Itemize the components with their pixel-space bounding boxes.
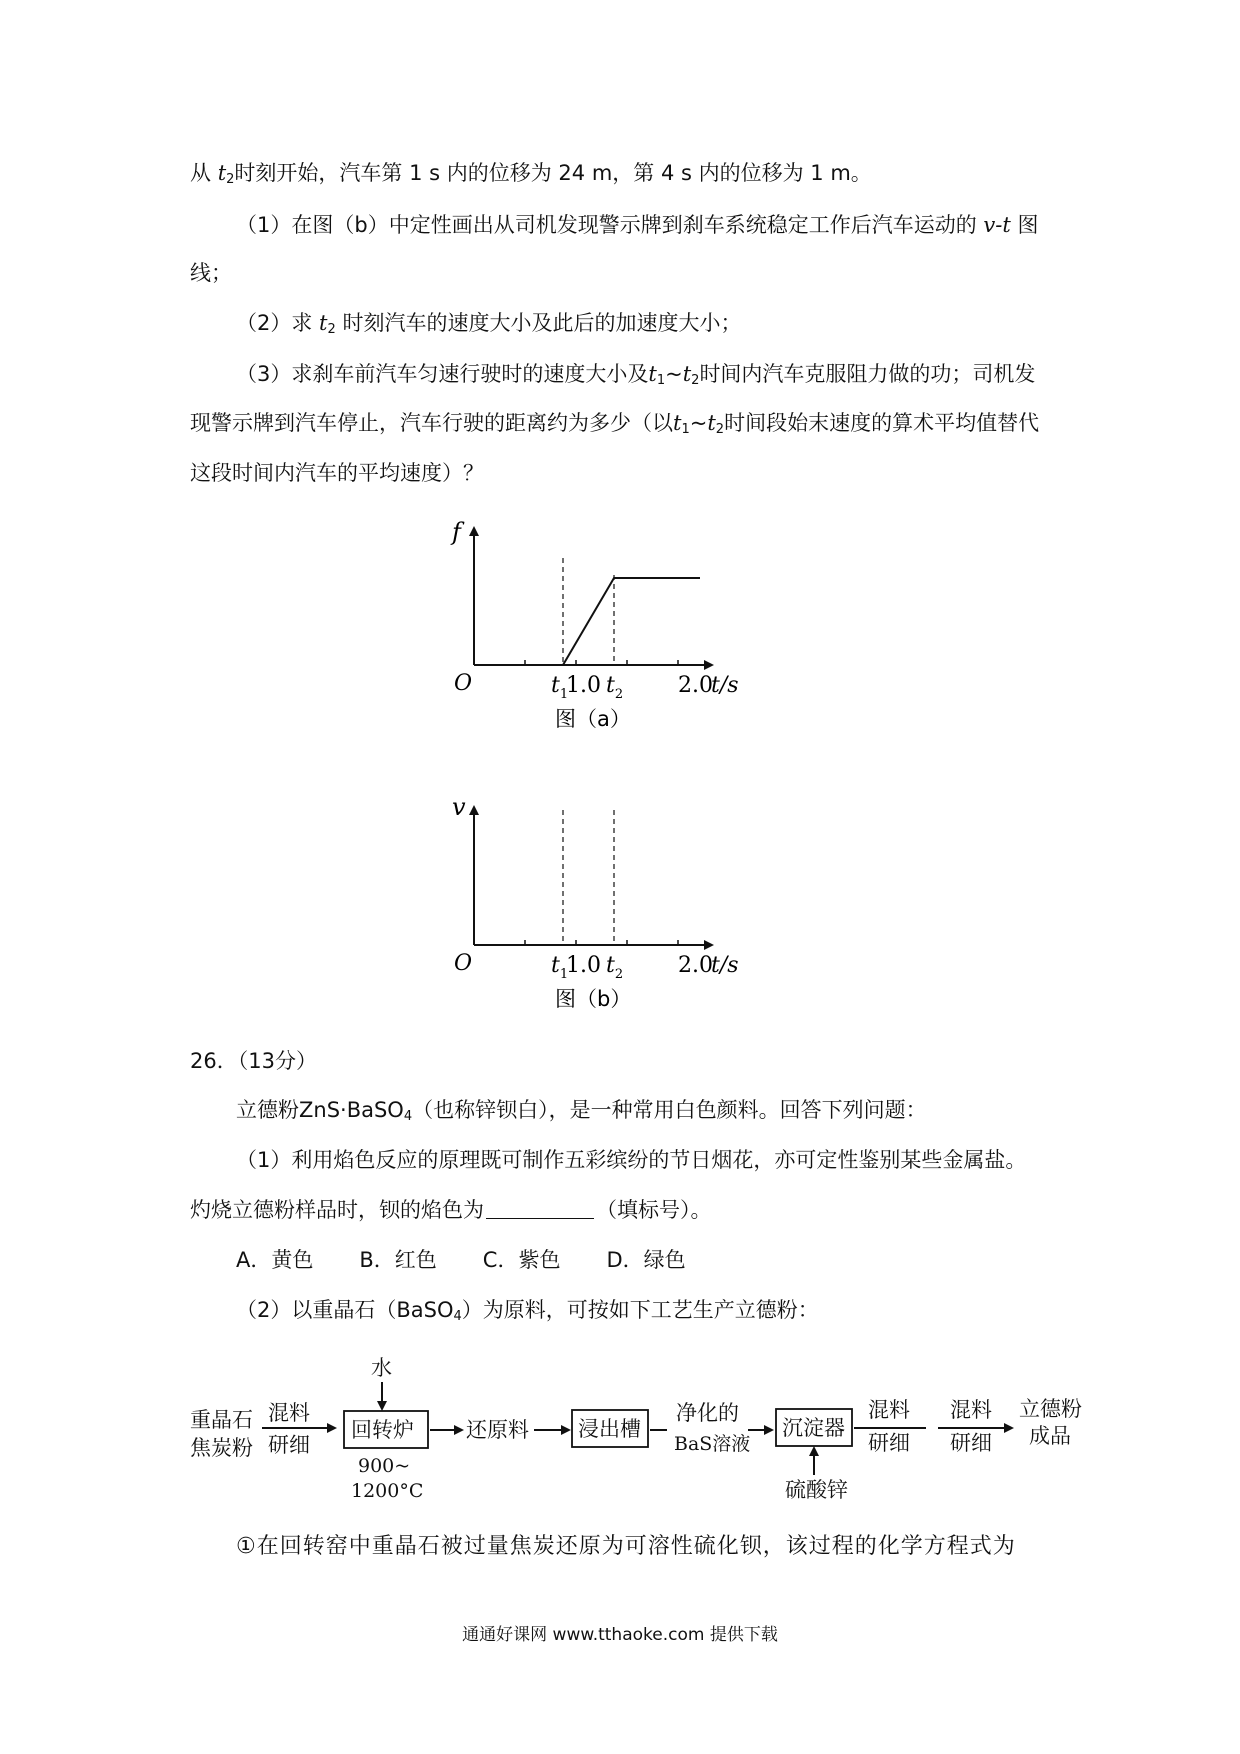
option-d: D．绿色 [606, 1248, 686, 1272]
graph-b-axes [474, 807, 712, 945]
graph-b-tick-1: 1.0 [566, 953, 601, 978]
flow-temp-1: 900~ [358, 1455, 411, 1477]
flow-temp-2: 1200°C [351, 1480, 424, 1502]
graph-a-force-curve [563, 578, 700, 665]
option-c: C．紫色 [482, 1248, 561, 1272]
graph-b-t1-label: $t_1$ [551, 953, 569, 982]
p26-question-2-sub-1: ①在回转窑中重晶石被过量焦炭还原为可溶性硫化钡，该过程的化学方程式为 [236, 1534, 1016, 1559]
flow-mix2-bottom: 研细 [868, 1431, 910, 1455]
flow-input-2: 焦炭粉 [190, 1436, 253, 1460]
flow-input-1: 重晶石 [190, 1408, 253, 1432]
p25-question-3-line-2: 现警示牌到汽车停止，汽车行驶的距离约为多少（以$t_1\sim t_2$时间段始末速度的算术平均值替代 [190, 411, 1040, 437]
graph-b-ylabel: v [452, 793, 466, 821]
flow-reduced: 还原料 [466, 1418, 529, 1442]
graph-a-axes [474, 528, 712, 665]
flow-znso4: 硫酸锌 [785, 1478, 848, 1502]
p25-question-1: （1）在图（b）中定性画出从司机发现警示牌到刹车系统稳定工作后汽车运动的 v-t 图 [236, 213, 1039, 237]
p26-options [236, 1245, 1116, 1275]
p25-question-3-line-1: （3）求刹车前汽车匀速行驶时的速度大小及$t_1\sim t_2$时间内汽车克服阻力做的功；司机发 [236, 362, 1036, 388]
graph-a-ylabel: f [452, 518, 461, 546]
p25-question-3-line-3: 这段时间内汽车的平均速度）？ [190, 461, 484, 485]
page-footer: 通通好课网 www.tthaoke.com 提供下载 [462, 1625, 778, 1645]
p26-question-1-line-1: （1）利用焰色反应的原理既可制作五彩缤纷的节日烟花，亦可定性鉴别某些金属盐。 [236, 1148, 1027, 1172]
flow-mix3-bottom: 研细 [950, 1431, 992, 1455]
flow-water: 水 [371, 1356, 392, 1380]
graph-a-caption: 图（a） [555, 707, 631, 731]
flow-leach: 浸出槽 [578, 1417, 641, 1441]
flow-kiln: 回转炉 [351, 1418, 414, 1442]
answer-blank[interactable] [486, 1198, 594, 1219]
graph-b-origin: O [454, 951, 473, 976]
flow-mix1-bottom: 研细 [268, 1433, 310, 1457]
flow-precip: 沉淀器 [782, 1416, 845, 1440]
flow-mix1-top: 混料 [268, 1401, 310, 1425]
p25-question-2: （2）求 $t_2$ 时刻汽车的速度大小及此后的加速度大小； [236, 311, 742, 337]
flow-mix2-top: 混料 [868, 1398, 910, 1422]
p25-question-1-cont: 线； [190, 261, 232, 285]
graph-a-xlabel: t/s [711, 673, 739, 698]
graph-a-tick-1: 1.0 [566, 673, 601, 698]
flow-product-2: 成品 [1029, 1424, 1071, 1448]
flow-product-1: 立德粉 [1019, 1397, 1082, 1421]
p26-intro: 立德粉ZnS·BaSO$_4$（也称锌钡白），是一种常用白色颜料。回答下列问题： [236, 1098, 927, 1124]
graph-b-t2-label: $t_2$ [606, 953, 624, 982]
p26-header: 26．（13分） [190, 1049, 317, 1073]
flow-leach-box [572, 1410, 648, 1447]
graph-b-xlabel: t/s [711, 953, 739, 978]
flow-mix3-top: 混料 [950, 1398, 992, 1422]
option-b: B．红色 [359, 1248, 437, 1272]
flow-bas-1: 净化的 [676, 1401, 739, 1425]
graph-a-origin: O [454, 671, 473, 696]
flow-kiln-box [344, 1411, 428, 1448]
graph-b-tick-2: 2.0 [678, 953, 713, 978]
p26-question-1-line-2: 灼烧立德粉样品时，钡的焰色为 （填标号）。 [190, 1198, 712, 1222]
p26-question-2: （2）以重晶石（BaSO$_4$）为原料，可按如下工艺生产立德粉： [236, 1298, 819, 1324]
flow-precip-box [776, 1409, 852, 1446]
graph-a-tick-2: 2.0 [678, 673, 713, 698]
flow-bas-2: BaS溶液 [674, 1433, 751, 1455]
p25-line-1: 从 $t_2$时刻开始，汽车第 1 s 内的位移为 24 m，第 4 s 内的位移为 1 m。 [190, 161, 872, 187]
graph-a-t1-label: $t_1$ [551, 673, 569, 702]
graph-a-t2-label: $t_2$ [606, 673, 624, 702]
graph-b-caption: 图（b） [555, 987, 632, 1011]
option-a: A．黄色 [236, 1248, 314, 1272]
